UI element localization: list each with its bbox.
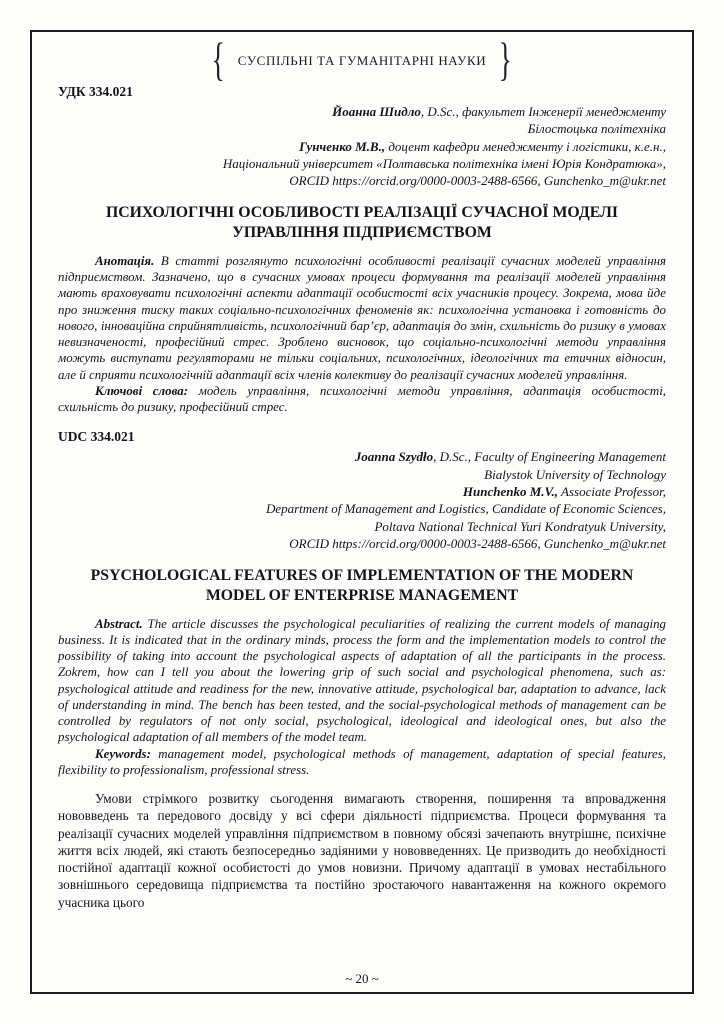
authors-block-en	[58, 448, 666, 552]
keywords-ua	[58, 383, 666, 416]
author-name: Hunchenko M.V.,	[462, 483, 559, 499]
abstract-ua	[58, 253, 666, 383]
author-line	[58, 120, 666, 137]
author-info: , D.Sc., Faculty of Engineering Management	[433, 449, 666, 465]
author-name: Гунченко М.В.,	[299, 138, 386, 154]
abstract-text-ua: В статті розглянуто психологічні особливості реалізації сучасних моделей управління підприємством. Зазначено, що в сучасних умовах процеси формування та реалізації моделей управління мають враховувати психологічні аспекти адаптації особистості всіх учасників процесу. Зокрема, мова йде про зниження тиску таких соціально-психологічних феноменів як: психологічна установка і готовність до нового, інноваційна сприйнятливість, психологічний бар’єр, адаптація до змін, схильність до ризику в умовах невизначеності, професійний стрес. Зроблено висновок, що соціально-психологічні методи управління можуть виступати регуляторами не тільки соціальних, психологічних, ідеологічних та етичних відносин, але й сприяти психологічній адаптації всіх членів колективу до реалізації сучасних моделей управління.	[58, 253, 666, 382]
left-brace-icon: {	[212, 34, 226, 86]
page-border-frame	[30, 30, 694, 994]
author-name: Йоанна Шидло	[332, 104, 421, 119]
keywords-label-en: Keywords:	[95, 746, 151, 761]
author-line	[58, 483, 666, 500]
author-line	[58, 155, 666, 172]
author-info: Національний університет «Полтавська політехніка імені Юрія Кондратюка»,	[222, 155, 666, 171]
keywords-en	[58, 746, 666, 779]
page-number: ~ 20 ~	[345, 971, 379, 986]
udk-code: УДК 334.021	[58, 84, 133, 99]
author-info: доцент кафедри менеджменту і логістики, к.е.н.,	[385, 138, 666, 154]
author-info: Bialystok University of Technology	[484, 466, 666, 482]
keywords-text-ua: модель управління, психологічні методи управління, адаптація особистості, схильність до ризику, професійний стрес.	[58, 383, 666, 415]
author-orcid: ORCID https://orcid.org/0000-0003-2488-6566, Gunchenko_m@ukr.net	[289, 173, 666, 189]
author-line	[58, 518, 666, 535]
author-line	[58, 138, 666, 155]
article-title-en: PSYCHOLOGICAL FEATURES OF IMPLEMENTATION OF THE MODERN MODEL OF ENTERPRISE MANAGEMENT	[90, 567, 634, 604]
keywords-text-en: management model, psychological methods of management, adaptation of special features, flexibility to professionalism, professional stress.	[58, 746, 666, 777]
author-orcid: ORCID https://orcid.org/0000-0003-2488-6566, Gunchenko_m@ukr.net	[289, 535, 666, 551]
journal-section-title: СУСПІЛЬНІ ТА ГУМАНІТАРНІ НАУКИ	[237, 53, 487, 68]
author-line-orcid	[58, 535, 666, 552]
author-info: Associate Professor,	[558, 483, 666, 499]
authors-block-ua	[58, 103, 666, 189]
article-title-ua: ПСИХОЛОГІЧНІ ОСОБЛИВОСТІ РЕАЛІЗАЦІЇ СУЧАСНОЇ МОДЕЛІ УПРАВЛІННЯ ПІДПРИЄМСТВОМ	[105, 204, 619, 242]
author-name: Joanna Szydło	[354, 449, 434, 465]
keywords-label-ua: Ключові слова:	[95, 383, 189, 398]
author-line	[58, 466, 666, 483]
abstract-text-en: The article discusses the psychological peculiarities of realizing the current models of managing business. It is indicated that in the ordinary minds, process the form and the implementation models to control the possibility of taking into account the psychological aspects of adaptation of all the participants in the process. Zokrem, how can I tell you about the lowering grip of such social and psychological phenomena, such as: psychological attitude and readiness for the new, innovative attitude, psychological bar, adaptation to advance, lack of understanding in mind. The bench has been tested, and the social-psychological methods of management can be controlled by regulators of not only social, psychological, ideological and ideological ones, but also the psychological adaptation of all members of the model team.	[58, 616, 666, 745]
right-brace-icon: }	[498, 34, 512, 86]
author-info: Poltava National Technical Yuri Kondratyuk University,	[374, 518, 666, 534]
body-paragraph: Умови стрімкого розвитку сьогодення вимагають створення, поширення та впровадження нововведень та передового досвіду у всі сфери діяльності підприємства. Процеси формування та реалізації сучасних моделей управління підприємством в повному обсязі зачепають внутрішнє, психічне життя всіх людей, які стають безпосередньо задіяними у нововведеннях. Це призводить до необхідності постійної адаптації кожної особистості до умов новизни. Причому адаптації в умовах нестабільного зовнішнього середовища підприємства та постійно зростаючого навантаження на кожного окремого учасника цього	[58, 791, 666, 910]
author-line	[58, 103, 666, 120]
abstract-en	[58, 616, 666, 746]
author-info: Department of Management and Logistics, Candidate of Economic Sciences,	[265, 501, 666, 517]
abstract-label-en: Abstract.	[95, 616, 143, 631]
author-info: Білостоцька політехніка	[527, 121, 666, 137]
author-line-orcid	[58, 172, 666, 189]
author-line	[58, 500, 666, 517]
abstract-label-ua: Анотація.	[95, 253, 155, 268]
journal-header	[58, 34, 666, 86]
author-info: , D.Sc., факультет Інженерії менеджменту	[420, 104, 666, 119]
udc-code: UDC 334.021	[58, 429, 135, 445]
author-line	[58, 448, 666, 465]
